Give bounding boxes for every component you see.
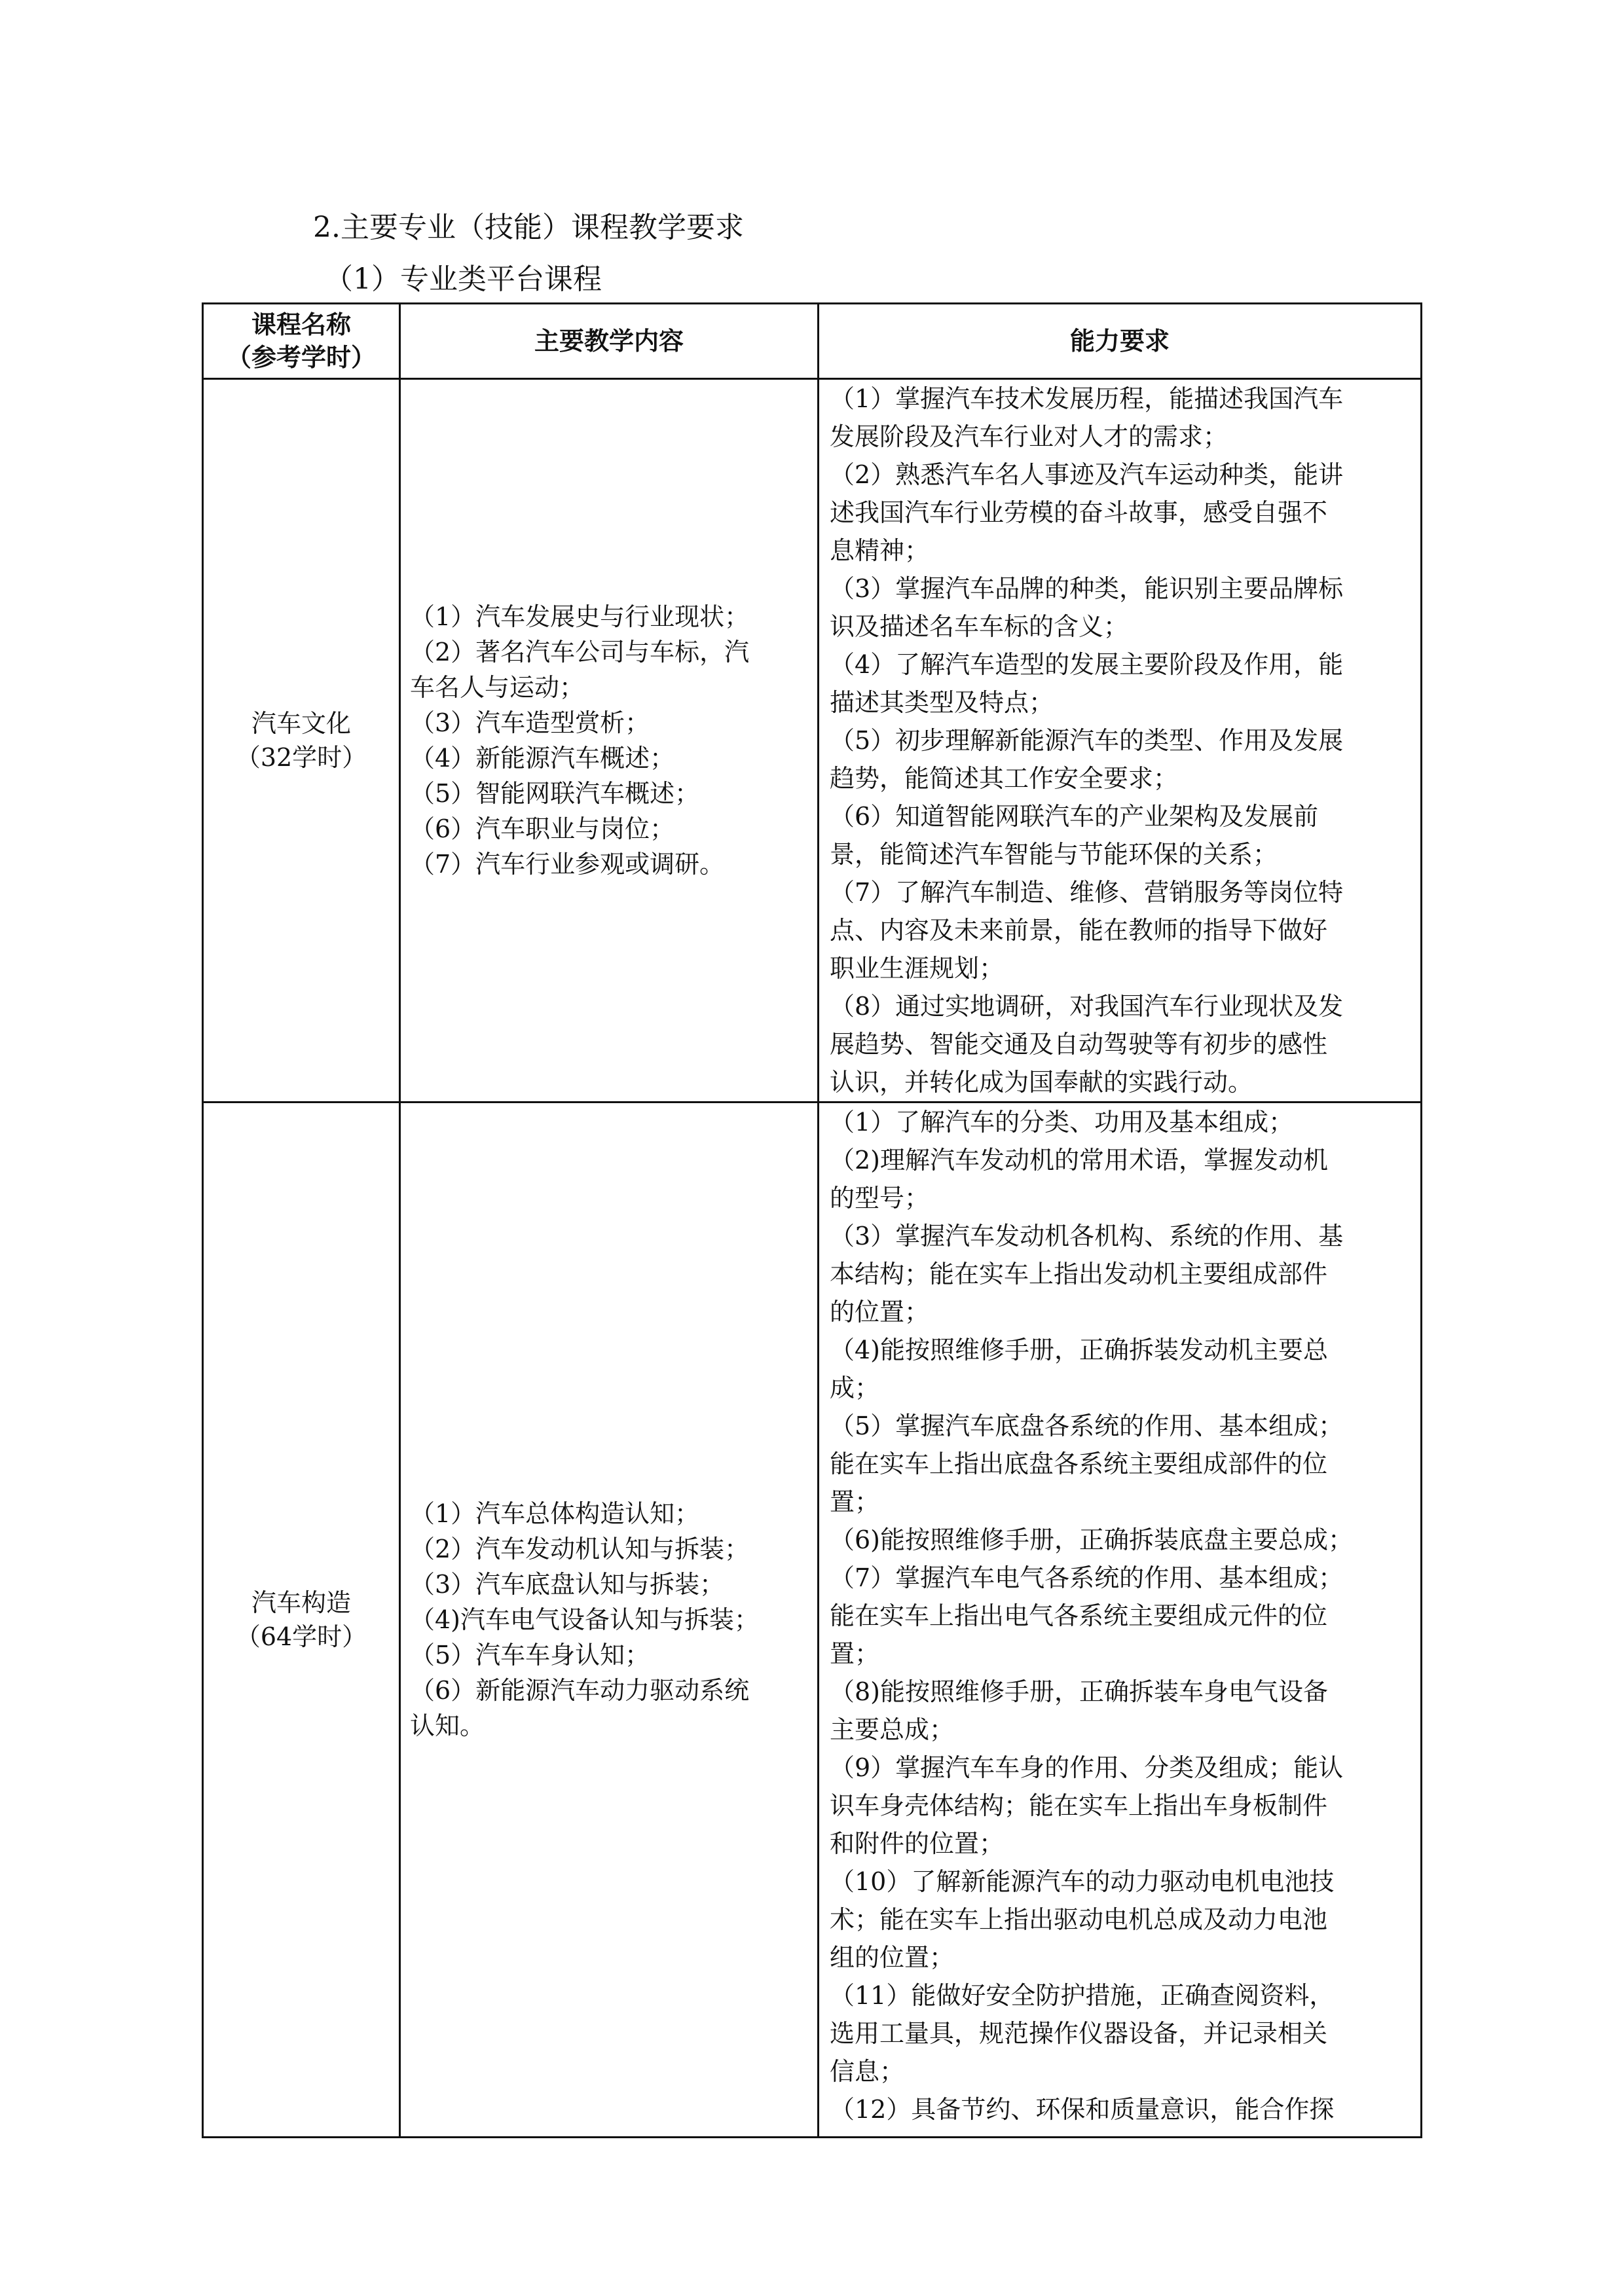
content-cell bbox=[400, 379, 819, 1102]
course-name-cell bbox=[203, 1102, 400, 2138]
text-line: （1）了解汽车的分类、功用及基本组成； bbox=[830, 1108, 1294, 1137]
table-header-row bbox=[203, 304, 1422, 379]
text-line: 置； bbox=[830, 1487, 880, 1516]
text-line: （5）智能网联汽车概述； bbox=[410, 779, 700, 808]
text-line: 职业生涯规划； bbox=[830, 954, 1005, 983]
text-line: 描述其类型及特点； bbox=[830, 688, 1054, 717]
text-line: （5）掌握汽车底盘各系统的作用、基本组成； bbox=[830, 1412, 1344, 1440]
header-course-name-line2: （参考学时） bbox=[226, 342, 376, 372]
text-line: 成； bbox=[830, 1374, 880, 1402]
header-main-content: 主要教学内容 bbox=[400, 304, 819, 379]
text-line: （6）新能源汽车动力驱动系统 bbox=[410, 1676, 750, 1705]
text-line: （2)理解汽车发动机的常用术语，掌握发动机 bbox=[830, 1146, 1329, 1175]
ability-cell bbox=[819, 379, 1422, 1102]
text-line: （3）掌握汽车品牌的种类，能识别主要品牌标 bbox=[830, 574, 1344, 603]
text-line: （1）汽车发展史与行业现状； bbox=[410, 602, 750, 631]
text-line: 识车身壳体结构；能在实车上指出车身板制件 bbox=[830, 1791, 1328, 1820]
text-line: （4）了解汽车造型的发展主要阶段及作用，能 bbox=[830, 650, 1344, 679]
text-line: 述我国汽车行业劳模的奋斗故事，感受自强不 bbox=[830, 498, 1328, 527]
text-line: （3）汽车造型赏析； bbox=[410, 708, 650, 737]
text-line: （1）掌握汽车技术发展历程，能描述我国汽车 bbox=[830, 384, 1344, 413]
header-ability: 能力要求 bbox=[819, 304, 1422, 379]
text-line: 点、内容及未来前景，能在教师的指导下做好 bbox=[830, 916, 1328, 945]
text-line: （4)汽车电气设备认知与拆装； bbox=[410, 1605, 760, 1634]
text-line: 主要总成； bbox=[830, 1715, 955, 1744]
text-line: 置； bbox=[830, 1639, 880, 1668]
text-line: 认识，并转化成为国奉献的实践行动。 bbox=[830, 1068, 1253, 1097]
course-hours: （32学时） bbox=[235, 743, 367, 772]
text-line: （3）汽车底盘认知与拆装； bbox=[410, 1570, 725, 1599]
text-line: 的型号； bbox=[830, 1184, 930, 1212]
table-row bbox=[203, 379, 1422, 1102]
section-heading: 2.主要专业（技能）课程教学要求 bbox=[313, 211, 744, 244]
text-line: （7）汽车行业参观或调研。 bbox=[410, 850, 725, 879]
text-line: 的位置； bbox=[830, 1298, 930, 1326]
table-row bbox=[203, 1102, 1422, 2138]
text-line: 趋势，能简述其工作安全要求； bbox=[830, 764, 1179, 793]
header-course-name bbox=[203, 304, 400, 379]
course-table bbox=[202, 302, 1422, 2138]
course-hours: （64学时） bbox=[235, 1622, 367, 1651]
text-line: （11）能做好安全防护措施，正确查阅资料， bbox=[830, 1981, 1335, 2010]
course-name: 汽车构造 bbox=[251, 1588, 351, 1617]
text-line: （1）汽车总体构造认知； bbox=[410, 1499, 700, 1528]
text-line: 本结构；能在实车上指出发动机主要组成部件 bbox=[830, 1260, 1328, 1288]
text-line: （2）汽车发动机认知与拆装； bbox=[410, 1535, 750, 1563]
text-line: 景，能简述汽车智能与节能环保的关系； bbox=[830, 840, 1278, 869]
text-line: 息精神； bbox=[830, 536, 930, 565]
text-line: （6）知道智能网联汽车的产业架构及发展前 bbox=[830, 802, 1319, 831]
text-line: 车名人与运动； bbox=[410, 673, 585, 702]
text-line: （9）掌握汽车车身的作用、分类及组成；能认 bbox=[830, 1753, 1344, 1782]
ability-cell bbox=[819, 1102, 1422, 2138]
text-line: 发展阶段及汽车行业对人才的需求； bbox=[830, 422, 1228, 451]
text-line: （7）了解汽车制造、维修、营销服务等岗位特 bbox=[830, 878, 1344, 907]
subsection-heading: （1）专业类平台课程 bbox=[324, 263, 602, 296]
text-line: 展趋势、智能交通及自动驾驶等有初步的感性 bbox=[830, 1030, 1328, 1059]
text-line: 能在实车上指出电气各系统主要组成元件的位 bbox=[830, 1601, 1328, 1630]
text-line: （12）具备节约、环保和质量意识，能合作探 bbox=[830, 2095, 1335, 2124]
text-line: 信息； bbox=[830, 2057, 905, 2086]
content-cell bbox=[400, 1102, 819, 2138]
course-name-cell bbox=[203, 379, 400, 1102]
text-line: （8）通过实地调研，对我国汽车行业现状及发 bbox=[830, 992, 1344, 1021]
text-line: （4）新能源汽车概述； bbox=[410, 744, 675, 773]
text-line: （6）汽车职业与岗位； bbox=[410, 814, 675, 843]
text-line: （4)能按照维修手册，正确拆装发动机主要总 bbox=[830, 1336, 1329, 1364]
text-line: （3）掌握汽车发动机各机构、系统的作用、基 bbox=[830, 1222, 1344, 1250]
header-course-name-line1: 课程名称 bbox=[251, 310, 351, 339]
text-line: （2）熟悉汽车名人事迹及汽车运动种类，能讲 bbox=[830, 460, 1344, 489]
text-line: （5）初步理解新能源汽车的类型、作用及发展 bbox=[830, 726, 1344, 755]
text-line: 和附件的位置； bbox=[830, 1829, 1005, 1858]
text-line: （6)能按照维修手册，正确拆装底盘主要总成； bbox=[830, 1525, 1354, 1554]
text-line: （2）著名汽车公司与车标，汽 bbox=[410, 638, 750, 666]
text-line: （5）汽车车身认知； bbox=[410, 1641, 650, 1669]
text-line: （10）了解新能源汽车的动力驱动电机电池技 bbox=[830, 1867, 1335, 1896]
text-line: 选用工量具，规范操作仪器设备，并记录相关 bbox=[830, 2019, 1328, 2048]
text-line: 认知。 bbox=[410, 1711, 485, 1740]
text-line: 识及描述名车车标的含义； bbox=[830, 612, 1129, 641]
text-line: 组的位置； bbox=[830, 1943, 955, 1972]
text-line: （7）掌握汽车电气各系统的作用、基本组成； bbox=[830, 1563, 1344, 1592]
text-line: （8)能按照维修手册，正确拆装车身电气设备 bbox=[830, 1677, 1329, 1706]
course-name: 汽车文化 bbox=[251, 709, 351, 738]
text-line: 术；能在实车上指出驱动电机总成及动力电池 bbox=[830, 1905, 1328, 1934]
text-line: 能在实车上指出底盘各系统主要组成部件的位 bbox=[830, 1449, 1328, 1478]
